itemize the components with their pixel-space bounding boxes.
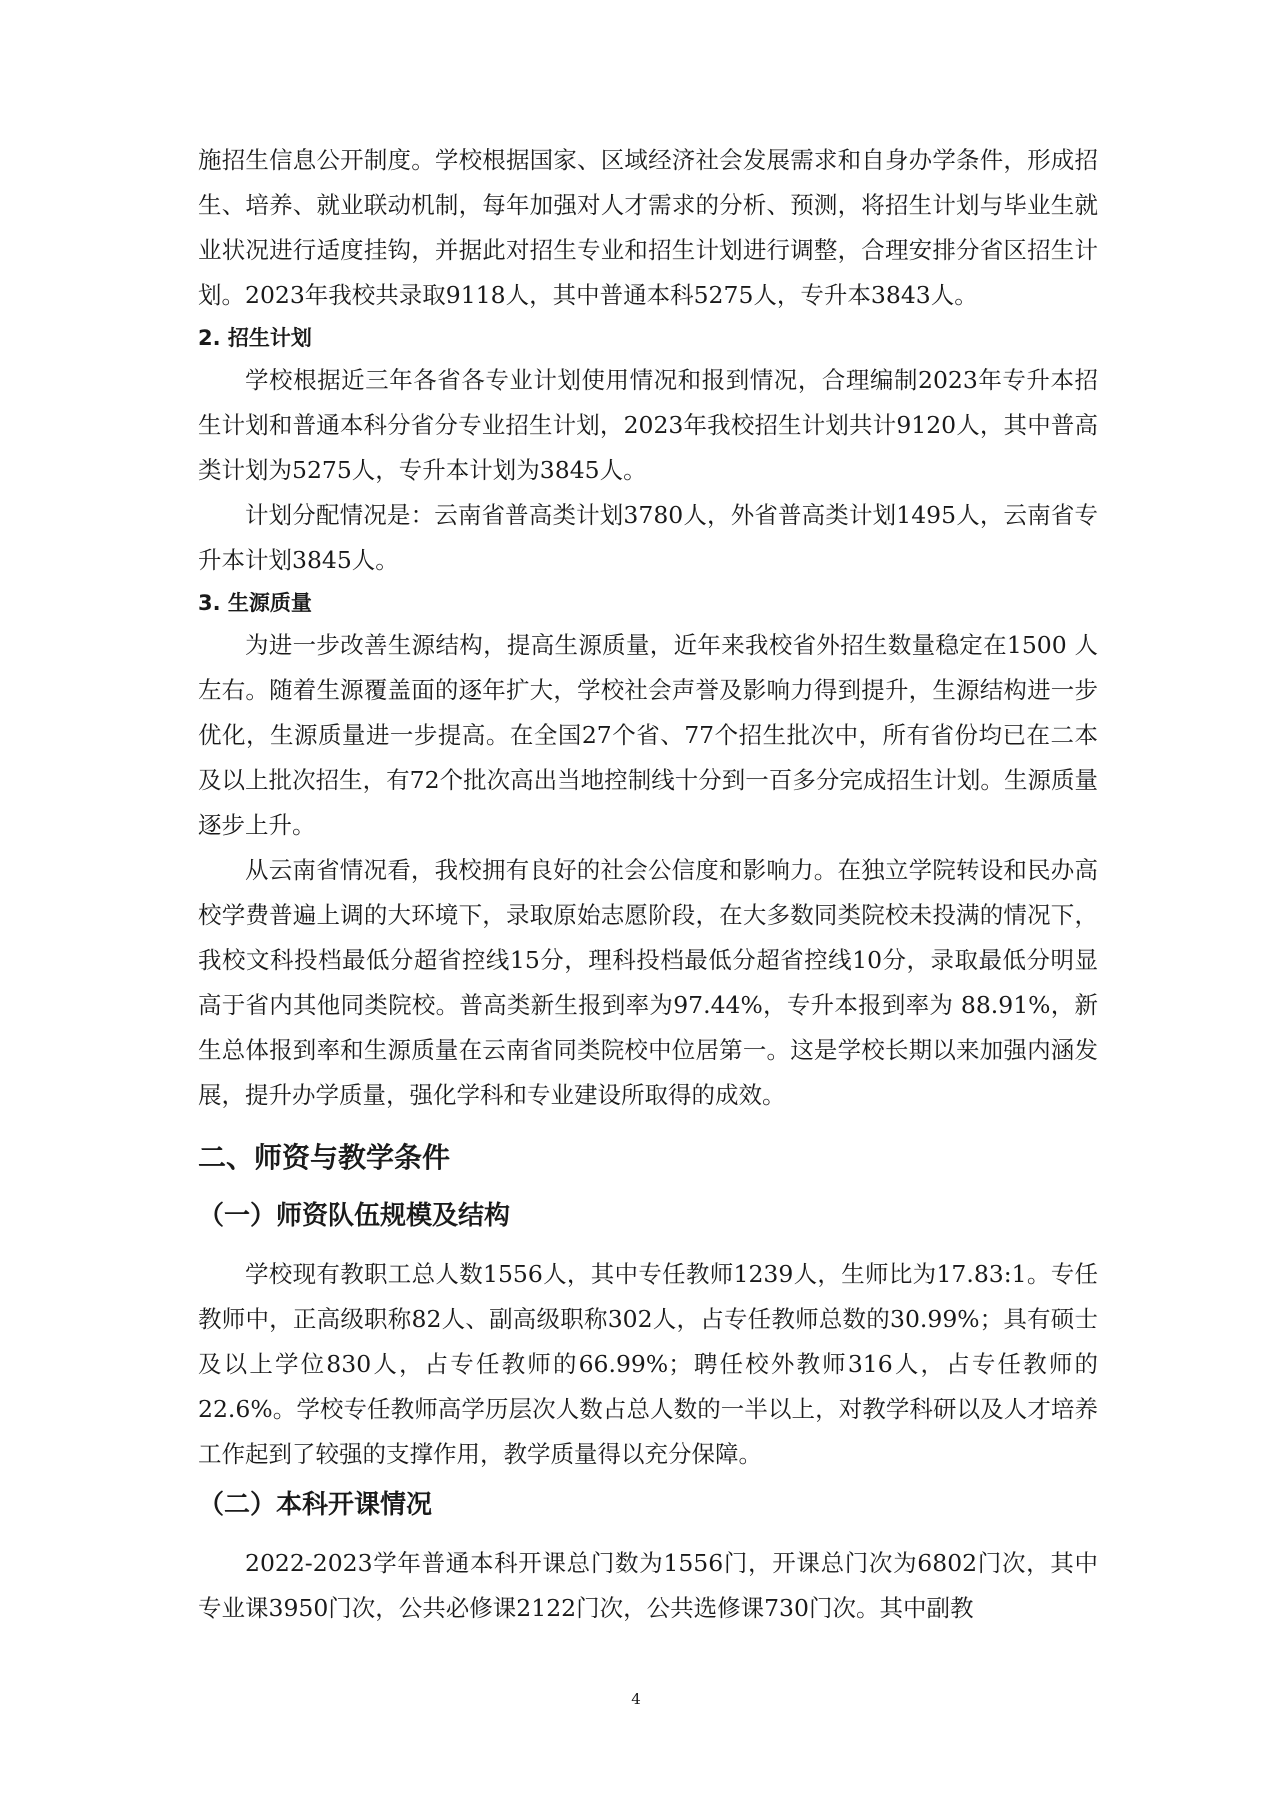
- paragraph-enrollment-disclosure: 施招生信息公开制度。学校根据国家、区域经济社会发展需求和自身办学条件，形成招生、培养、就业联动机制，每年加强对人才需求的分析、预测，将招生计划与毕业生就业状况进行适度挂钩，并据此对招生专业和招生计划进行调整，合理安排分省区招生计划。2023年我校共录取9118人，其中普通本科5275人，专升本3843人。: [198, 146, 1098, 309]
- paragraph-plan-allocation: 计划分配情况是：云南省普高类计划3780人，外省普高类计划1495人，云南省专升本计划3845人。: [198, 501, 1098, 574]
- heading-student-quality: 3. 生源质量: [198, 591, 312, 615]
- paragraph-faculty-structure: 学校现有教职工总人数1556人，其中专任教师1239人，生师比为17.83:1。专任教师中，正高级职称82人、副高级职称302人，占专任教师总数的30.99%；具有硕士及以上学位830人，占专任教师的66.99%；聘任校外教师316人，占专任教师的22.6%。学校专任教师高学历层次人数占总人数的一半以上，对教学科研以及人才培养工作起到了较强的支撑作用，教学质量得以充分保障。: [198, 1260, 1098, 1468]
- page-number: 4: [631, 1690, 641, 1708]
- heading-faculty-structure: （一）师资队伍规模及结构: [198, 1201, 511, 1231]
- paragraph-yunnan-situation: 从云南省情况看，我校拥有良好的社会公信度和影响力。在独立学院转设和民办高校学费普遍上调的大环境下，录取原始志愿阶段，在大多数同类院校未投满的情况下，我校文科投档最低分超省控线15分，理科投档最低分超省控线10分，录取最低分明显高于省内其他同类院校。普高类新生报到率为97.44%，专升本报到率为 88.91%，新生总体报到率和生源质量在云南省同类院校中位居第一。这是学校长期以来加强内涵发展，提升办学质量，强化学科和专业建设所取得的成效。: [198, 856, 1098, 1109]
- document-body: [198, 138, 1098, 1631]
- paragraph-courses-offered: 2022-2023学年普通本科开课总门数为1556门，开课总门次为6802门次，其中专业课3950门次，公共必修课2122门次，公共选修课730门次。其中副教: [198, 1549, 1098, 1622]
- paragraph-enrollment-plan: 学校根据近三年各省各专业计划使用情况和报到情况，合理编制2023年专升本招生计划和普通本科分省分专业招生计划，2023年我校招生计划共计9120人，其中普高类计划为5275人，专升本计划为3845人。: [198, 366, 1098, 484]
- heading-enrollment-plan: 2. 招生计划: [198, 326, 312, 350]
- heading-faculty-conditions: 二、师资与教学条件: [198, 1141, 451, 1174]
- heading-courses-offered: （二）本科开课情况: [198, 1490, 433, 1520]
- paragraph-student-quality: 为进一步改善生源结构，提高生源质量，近年来我校省外招生数量稳定在1500 人左右。随着生源覆盖面的逐年扩大，学校社会声誉及影响力得到提升，生源结构进一步优化，生源质量进一步提高。在全国27个省、77个招生批次中，所有省份均已在二本及以上批次招生，有72个批次高出当地控制线十分到一百多分完成招生计划。生源质量逐步上升。: [198, 631, 1098, 839]
